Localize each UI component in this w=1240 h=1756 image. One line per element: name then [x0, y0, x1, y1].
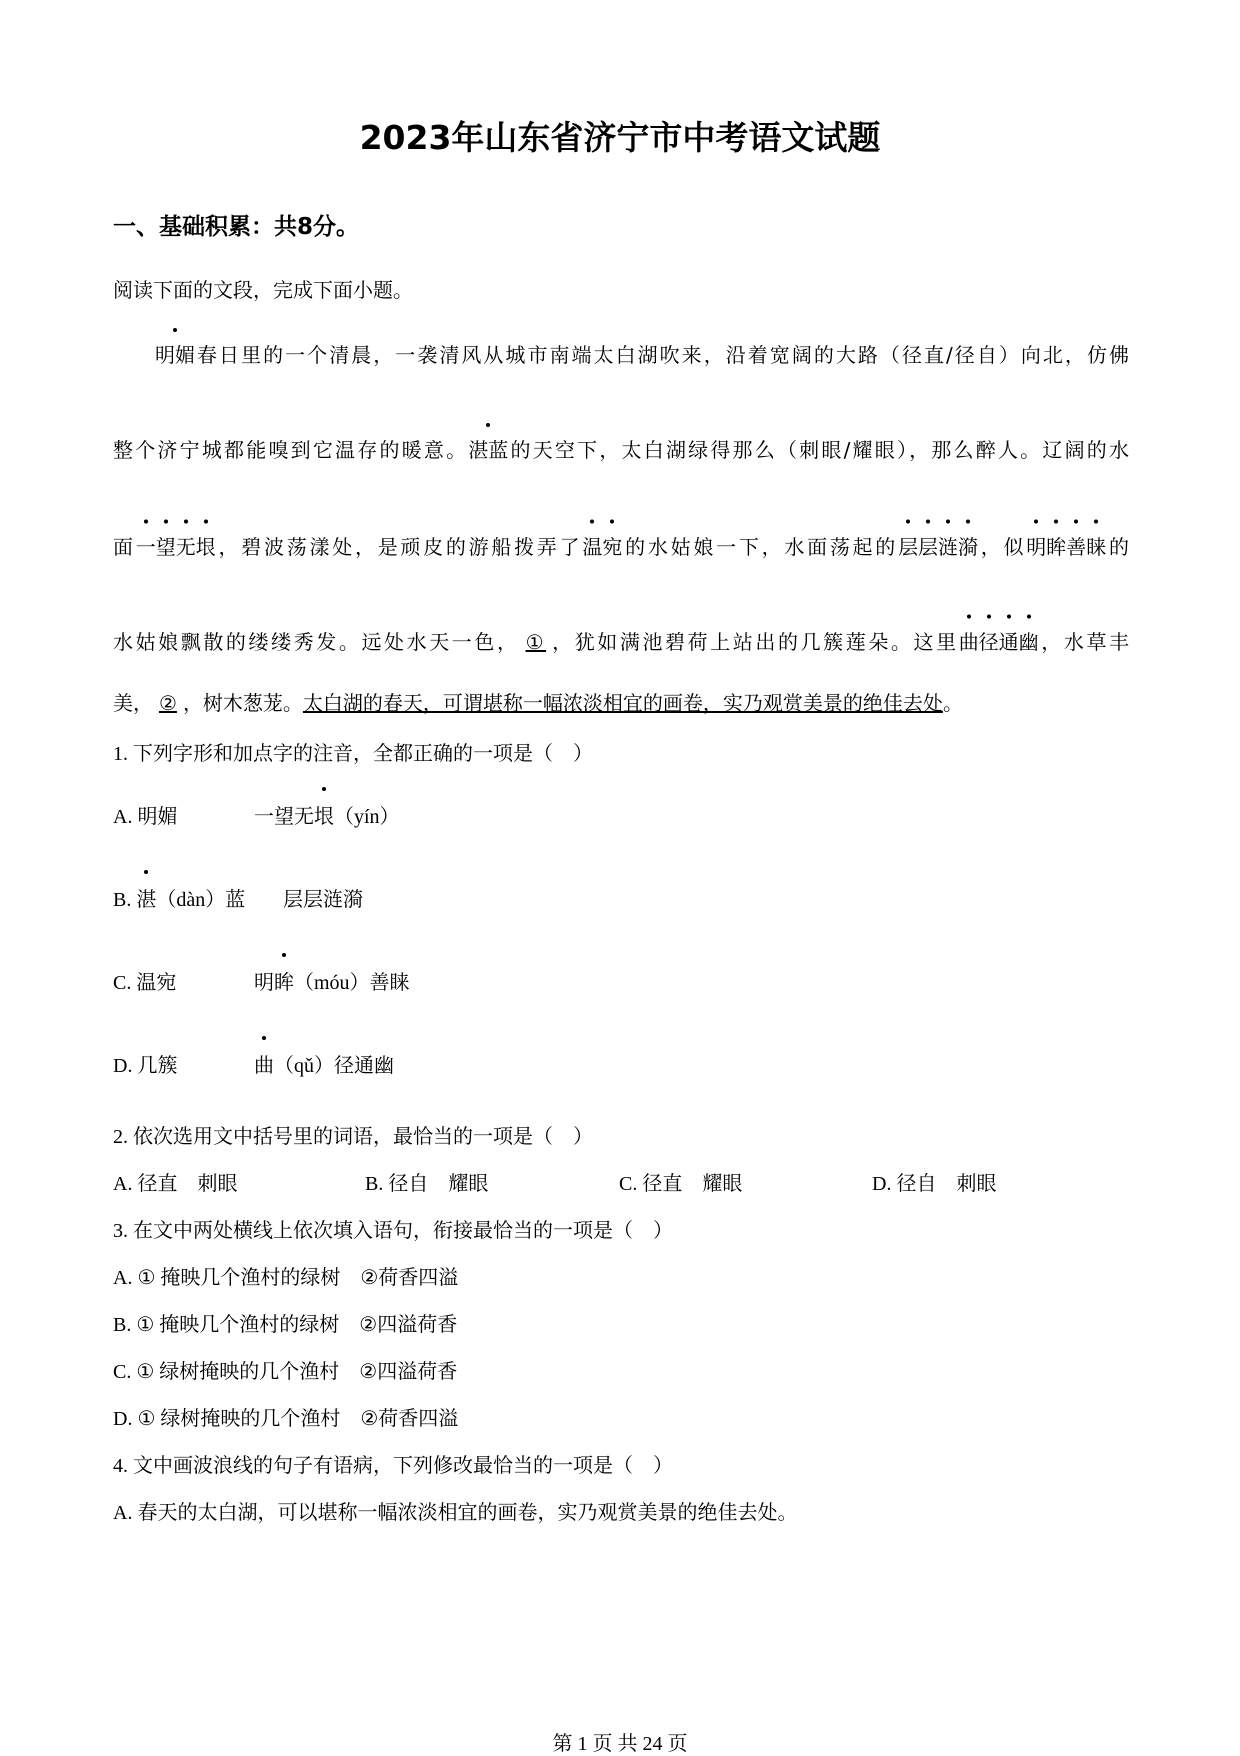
dotted-word: 一望无垠: [135, 535, 216, 559]
passage-text: 水姑娘飘散的缕缕秀发。远处水天一色，: [113, 630, 520, 654]
option-text: 明: [254, 972, 274, 994]
passage-text: 整个济宁城都能嗅到它温存的暖意。: [113, 438, 469, 462]
dotted-word: 明眸善睐: [1026, 535, 1107, 559]
passage-text: 面: [113, 535, 136, 559]
blank-2: ②: [159, 691, 177, 715]
q3-option-c[interactable]: C. ① 绿树掩映的几个渔村 ②四溢荷香: [113, 1361, 458, 1383]
pinyin: （móu）善睐: [294, 972, 410, 994]
question-3-stem: 3. 在文中两处横线上依次填入语句，衔接最恰当的一项是（ ）: [113, 1220, 673, 1242]
passage-text: ，树木葱茏。: [182, 691, 303, 715]
q3-option-a[interactable]: A. ① 掩映几个渔村的绿树 ②荷香四溢: [113, 1267, 459, 1289]
question-4-stem: 4. 文中画波浪线的句子有语病，下列修改最恰当的一项是（ ）: [113, 1455, 673, 1477]
dotted-word: [468, 436, 508, 464]
q2-option-b[interactable]: B. 径自 耀眼: [365, 1173, 489, 1195]
dotted-char: 眸: [274, 966, 294, 995]
dotted-word: [155, 341, 195, 369]
dotted-word: 层层涟漪: [898, 535, 979, 559]
q2-option-c[interactable]: C. 径直 耀眼: [619, 1173, 743, 1195]
q1-option-c[interactable]: [113, 966, 176, 995]
q4-option-a[interactable]: A. 春天的太白湖，可以堪称一幅浓淡相宜的画卷，实乃观赏美景的绝佳去处。: [113, 1502, 798, 1524]
pinyin: （qǔ）径通幽: [274, 1055, 394, 1077]
q2-option-d[interactable]: D. 径自 刺眼: [872, 1173, 997, 1195]
section-heading: 一、基础积累：共8分。: [113, 214, 360, 240]
option-label: D.: [113, 1055, 133, 1077]
passage-text: 。: [942, 691, 963, 715]
q1-option-d-right: [254, 1049, 394, 1078]
option-label: C.: [113, 972, 132, 994]
question-1-stem: 1. 下列字形和加点字的注音，全都正确的一项是（ ）: [113, 743, 593, 765]
blank-1: ①: [525, 630, 547, 654]
pinyin: （dàn）蓝: [156, 889, 246, 911]
passage-text: 春日里的一个清晨，一袭清风从城市南端太白湖吹来，沿着宽阔的大路（径直/径自）向北，仿佛: [195, 343, 1129, 367]
q1-option-b-right: 层层涟漪: [283, 889, 363, 911]
passage-line-1: [113, 341, 1129, 369]
passage-text: 的水姑娘一下，水面荡起的: [622, 535, 899, 559]
page-number-footer: 第 1 页 共 24 页: [552, 1733, 688, 1755]
dotted-text: 明媚: [155, 343, 195, 367]
document-title: 2023年山东省济宁市中考语文试题: [359, 118, 881, 157]
passage-line-2: [113, 436, 1129, 464]
option-text: 一望无: [254, 806, 314, 828]
q1-option-a[interactable]: [113, 800, 177, 829]
dotted-word: 曲径通幽: [958, 630, 1039, 654]
passage-text: ，似: [978, 535, 1027, 559]
wavy-underlined-sentence: 太白湖的春天，可谓堪称一幅浓淡相宜的画卷，实乃观赏美景的绝佳去处: [302, 691, 943, 715]
option-label: A.: [113, 806, 133, 828]
dotted-word: 温宛: [582, 535, 623, 559]
pinyin: （yín）: [334, 806, 400, 828]
passage-text: ，水草丰: [1038, 630, 1130, 654]
option-text: 温宛: [136, 972, 177, 994]
q3-option-d[interactable]: D. ① 绿树掩映的几个渔村 ②荷香四溢: [113, 1408, 459, 1430]
dotted-char: 曲: [254, 1049, 274, 1078]
q1-option-b[interactable]: [113, 883, 245, 912]
option-text: 几簇: [137, 1055, 178, 1077]
q1-option-d[interactable]: [113, 1049, 177, 1078]
passage-line-4: [113, 628, 1129, 656]
dotted-char: 垠: [314, 800, 334, 829]
q3-option-b[interactable]: B. ① 掩映几个渔村的绿树 ②四溢荷香: [113, 1314, 458, 1336]
question-2-stem: 2. 依次选用文中括号里的词语，最恰当的一项是（ ）: [113, 1126, 593, 1148]
passage-text: 的: [1106, 535, 1130, 559]
passage-text: 美，: [113, 691, 153, 715]
passage-line-5: [113, 689, 1129, 717]
passage-line-3: [113, 533, 1129, 561]
q1-option-a-right: [254, 800, 400, 829]
dotted-char: 湛: [136, 883, 156, 912]
passage-text: ，碧波荡漾处，是顽皮的游船拨弄了: [215, 535, 583, 559]
option-text: 明媚: [137, 806, 178, 828]
passage-text: ，犹如满池碧荷上站出的几簇莲朵。这里: [552, 630, 959, 654]
dotted-text: 湛蓝: [468, 438, 509, 462]
q1-option-c-right: [254, 966, 410, 995]
reading-instruction: 阅读下面的文段，完成下面小题。: [113, 278, 413, 302]
passage-text: 的天空下，太白湖绿得那么（刺眼/耀眼），那么醉人。辽阔的水: [508, 438, 1129, 462]
q2-option-a[interactable]: A. 径直 刺眼: [113, 1173, 238, 1195]
option-label: B.: [113, 889, 132, 911]
